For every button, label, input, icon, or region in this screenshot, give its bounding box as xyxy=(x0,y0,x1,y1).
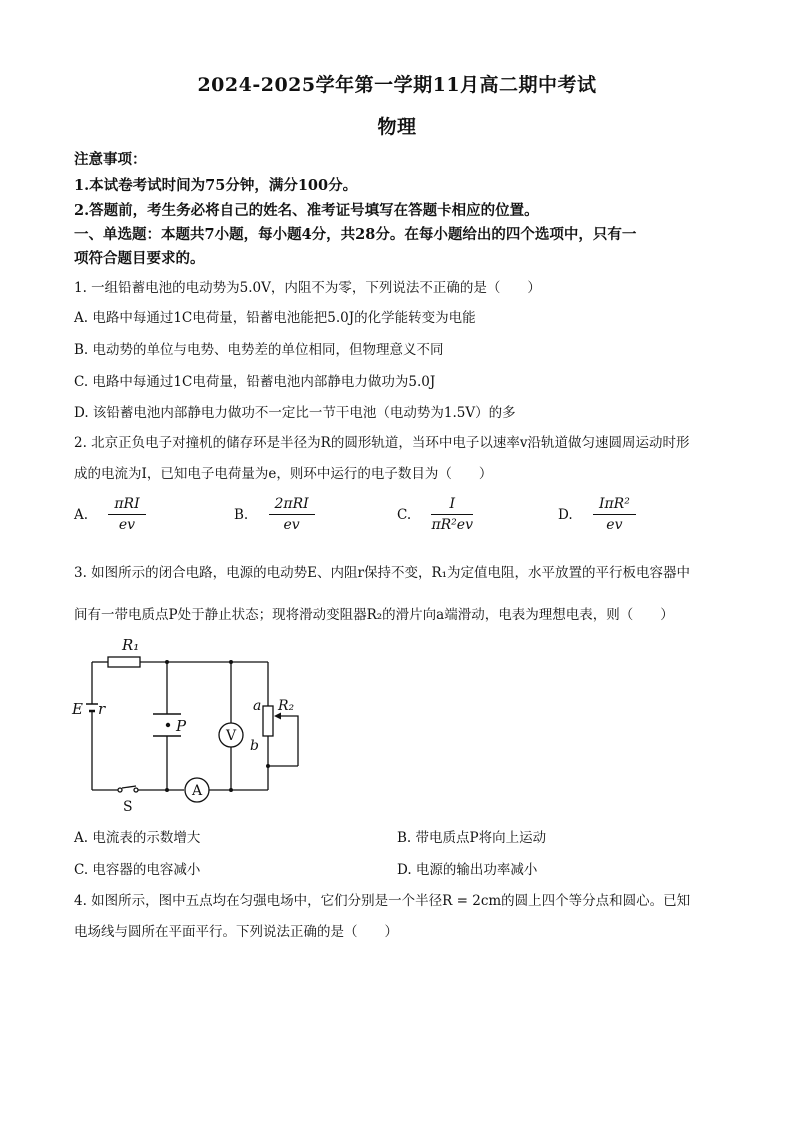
junction-dot xyxy=(229,788,233,792)
circuit-diagram xyxy=(60,630,320,820)
question-3-stem-cont: 间有一带电质点P处于静止状态；现将滑动变阻器R₂的滑片向a端滑动，电表为理想电表，则（ ） xyxy=(74,607,674,623)
resistor-r1 xyxy=(108,657,140,667)
ammeter-label: A xyxy=(191,783,203,799)
question-1-option-d: D. 该铅蓄电池内部静电力做功不一定比一节干电池（电动势为1.5V）的多 xyxy=(74,405,516,421)
label-b: b xyxy=(250,738,259,754)
label-a: a xyxy=(253,698,262,714)
question-1-stem: 1. 一组铅蓄电池的电动势为5.0V，内阻不为零，下列说法不正确的是（ ） xyxy=(74,280,541,296)
rheostat-r2 xyxy=(263,706,273,736)
question-2-stem: 2. 北京正负电子对撞机的储存环是半径为R的圆形轨道，当环中电子以速率v沿轨道做匀速圆周运动时形 xyxy=(74,435,690,451)
fraction: $\frac{\text{πRI}}{ev}$ xyxy=(108,496,145,533)
question-1-option-b: B. 电动势的单位与电势、电势差的单位相同，但物理意义不同 xyxy=(74,342,444,358)
question-3-option-d: D. 电源的输出功率减小 xyxy=(397,862,538,878)
fraction: $\frac{I}{\text{πR²ev}}$ xyxy=(431,496,473,533)
fraction: $\frac{\text{2πRI}}{ev}$ xyxy=(269,496,315,533)
switch-blade xyxy=(122,786,136,788)
note-item: 1.本试卷考试时间为75分钟，满分100分。 xyxy=(74,177,358,194)
charged-particle-dot xyxy=(166,723,170,727)
question-3-option-c: C. 电容器的电容减小 xyxy=(74,862,201,878)
label-r: r xyxy=(98,700,106,718)
question-2-option-b: B. $\frac{\text{2πRI}}{ev}$ xyxy=(234,496,315,533)
section-heading-cont: 项符合题目要求的。 xyxy=(74,250,205,267)
question-4-stem: 4. 如图所示，图中五点均在匀强电场中，它们分别是一个半径R = 2cm的圆上四个等分点和圆心。已知 xyxy=(74,893,691,909)
fraction: $\frac{\text{IπR²}}{ev}$ xyxy=(593,496,636,533)
section-heading: 一、单选题：本题共7小题，每小题4分，共28分。在每小题给出的四个选项中，只有一 xyxy=(74,226,637,243)
switch-contact xyxy=(118,788,122,792)
junction-dot xyxy=(229,660,233,664)
question-3-option-a: A. 电流表的示数增大 xyxy=(74,830,201,846)
junction-dot xyxy=(165,660,169,664)
question-4-stem-cont: 电场线与圆所在平面平行。下列说法正确的是（ ） xyxy=(74,924,398,940)
exam-title: 2024-2025学年第一学期11月高二期中考试 xyxy=(197,74,597,96)
junction-dot xyxy=(266,764,270,768)
question-2-option-d: D. $\frac{\text{IπR²}}{ev}$ xyxy=(558,496,636,533)
voltmeter-label: V xyxy=(225,728,237,744)
question-2-option-c: C. $\frac{I}{\text{πR²ev}}$ xyxy=(397,496,473,533)
question-1-option-c: C. 电路中每通过1C电荷量，铅蓄电池内部静电力做功为5.0J xyxy=(74,374,436,390)
subject-title: 物理 xyxy=(377,116,417,138)
question-1-option-a: A. 电路中每通过1C电荷量，铅蓄电池能把5.0J的化学能转变为电能 xyxy=(74,310,476,326)
label-p: P xyxy=(176,717,187,735)
notes-heading: 注意事项： xyxy=(74,151,147,168)
question-3-option-b: B. 带电质点P将向上运动 xyxy=(397,830,547,846)
question-3-stem: 3. 如图所示的闭合电路，电源的电动势E、内阻r保持不变，R₁为定值电阻，水平放置的平行板电容器中 xyxy=(74,565,691,581)
label-e: E xyxy=(72,700,83,718)
note-item: 2.答题前，考生务必将自己的姓名、准考证号填写在答题卡相应的位置。 xyxy=(74,202,539,219)
question-2-option-a: A. $\frac{\text{πRI}}{ev}$ xyxy=(74,496,146,533)
rheostat-slider-wire xyxy=(281,716,298,766)
label-r2: R₂ xyxy=(278,698,295,714)
label-s: S xyxy=(123,799,133,815)
switch-contact xyxy=(134,788,138,792)
junction-dot xyxy=(165,788,169,792)
question-2-stem-cont: 成的电流为I，已知电子电荷量为e，则环中运行的电子数目为（ ） xyxy=(74,466,493,482)
label-r1: R₁ xyxy=(122,636,140,654)
